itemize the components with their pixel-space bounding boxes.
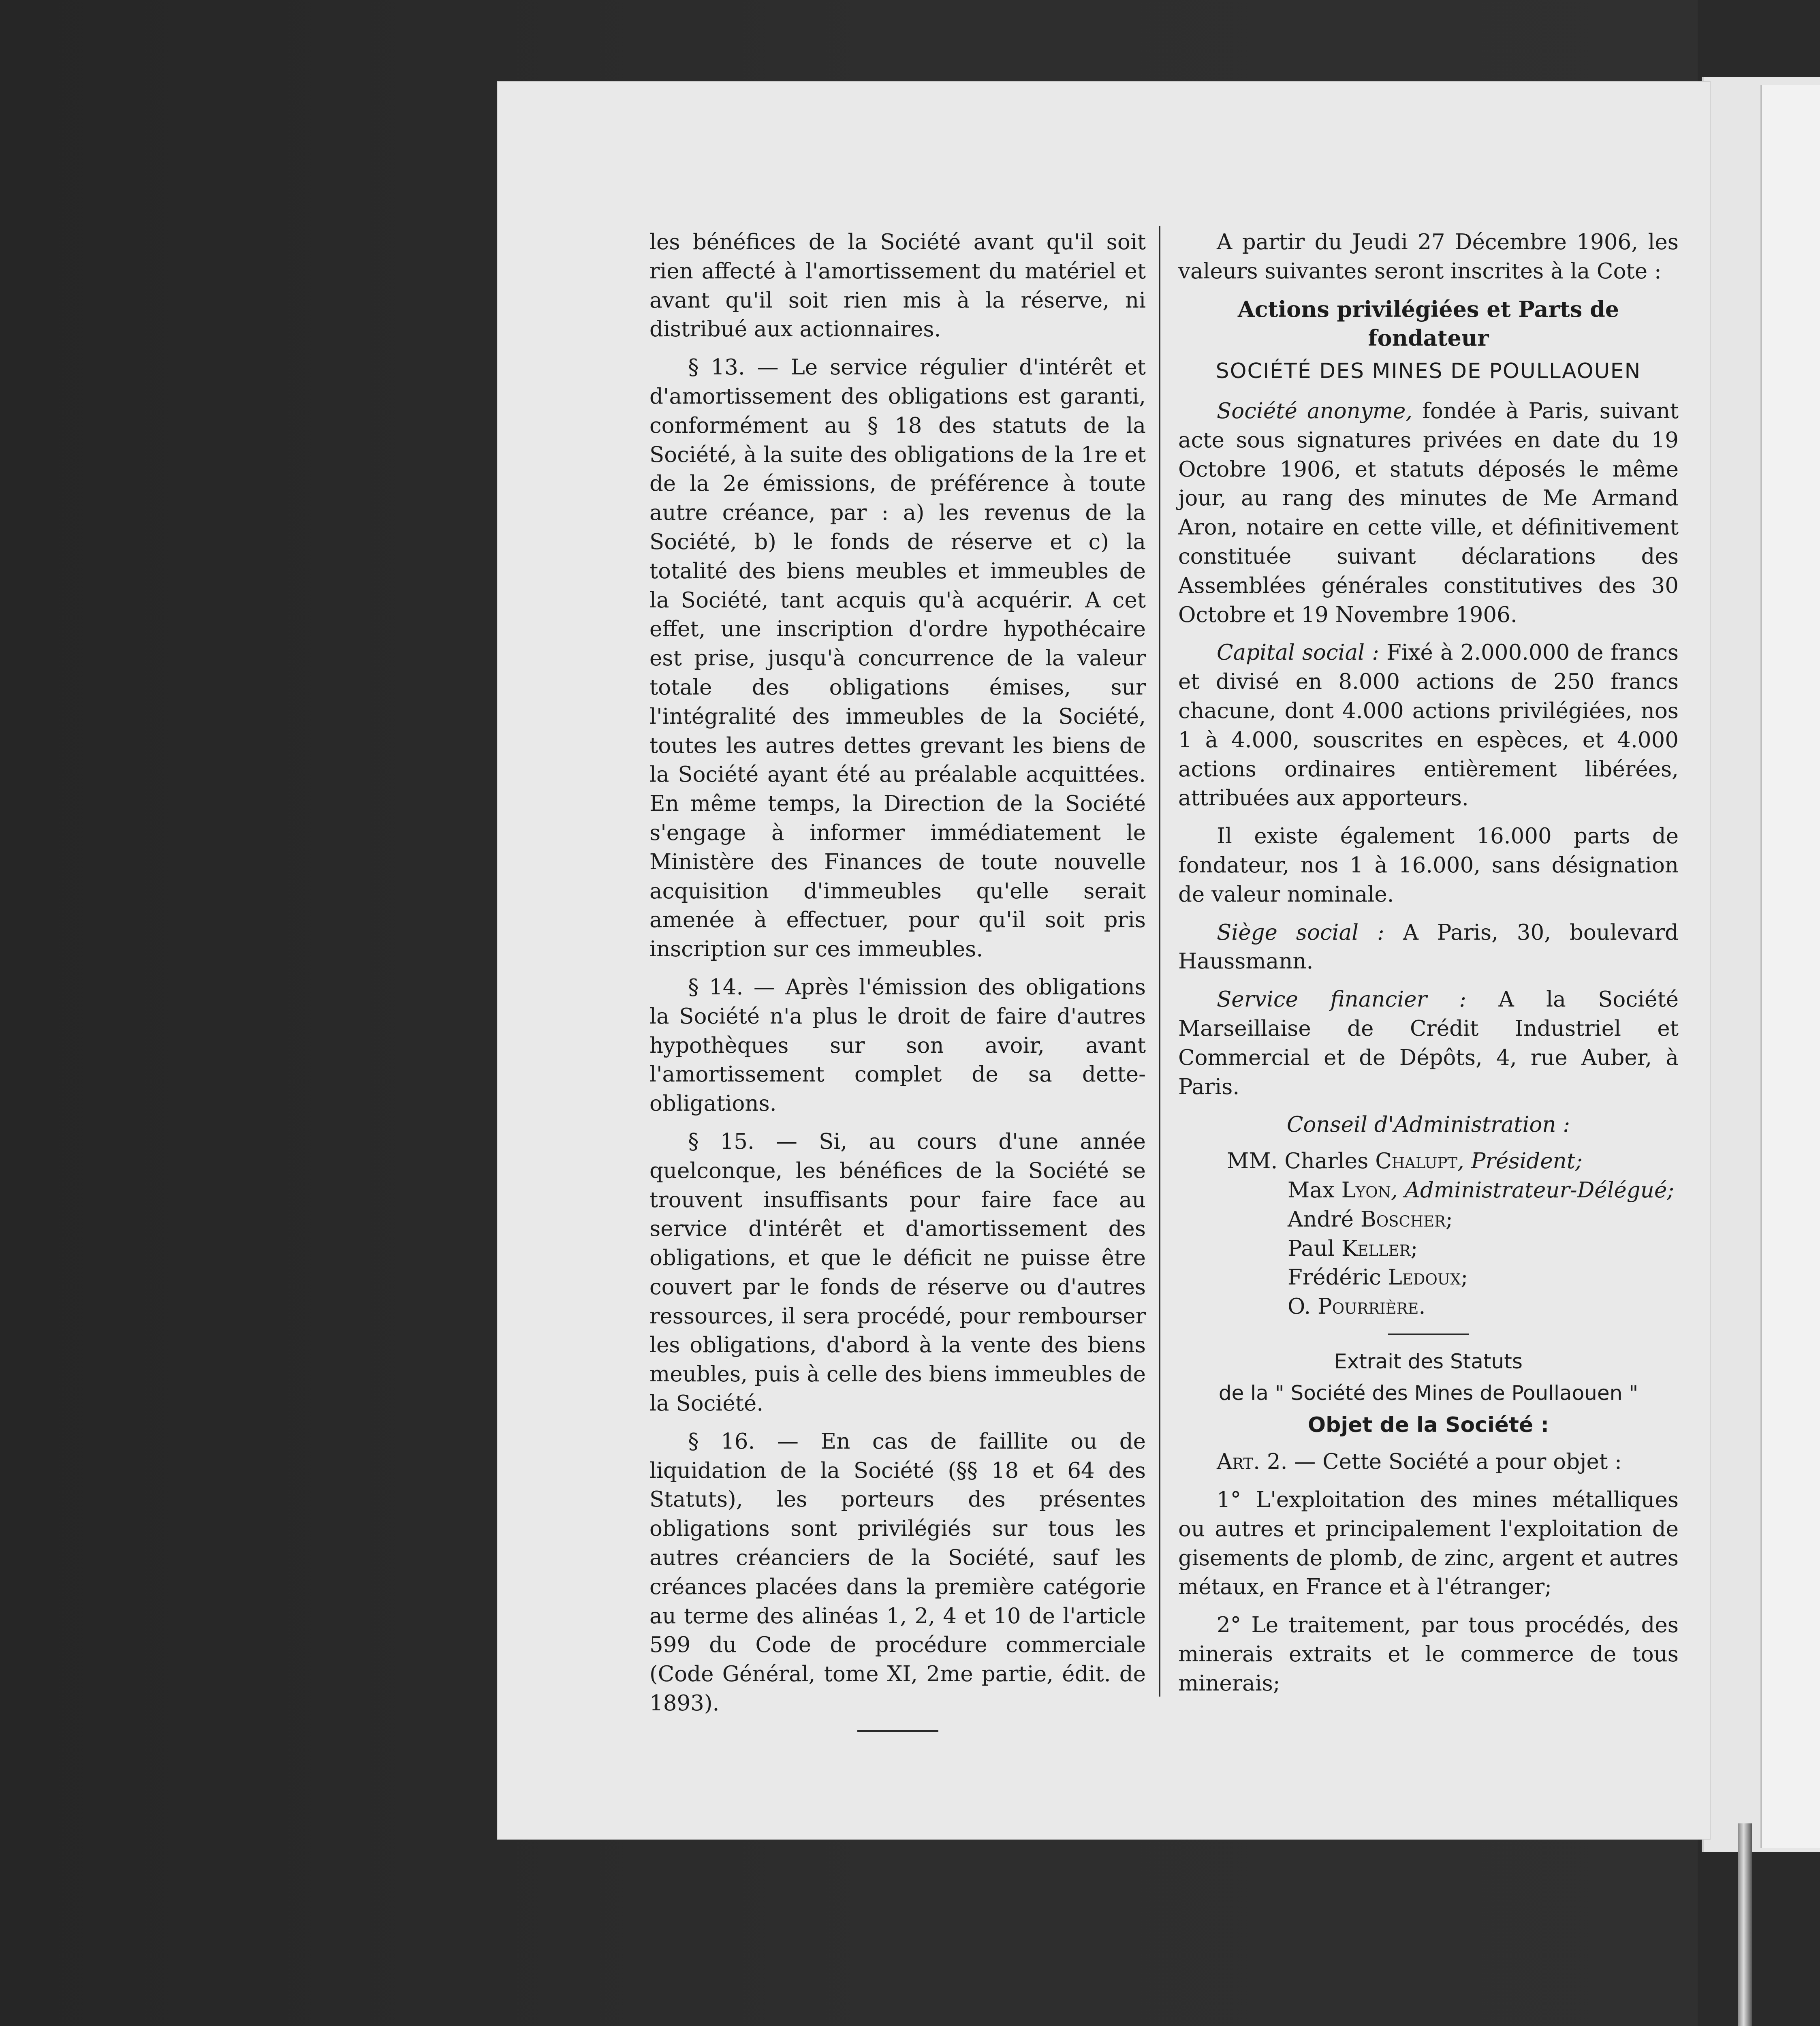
- text-siege: A Paris, 30, boulevard Haussmann.: [1178, 920, 1679, 974]
- conseil-title: Conseil d'Administration :: [1286, 1112, 1570, 1137]
- paragraph-section-16: § 16. — En cas de faillite ou de liquidation de la Société (§§ 18 et 64 des Statuts), les porteurs des présentes obligations sont privilégiés sur tous les autres créanciers de la Société, sauf les créances placées dans la première catégorie au terme des alinéas 1, 2, 4 et 10 de l'article 599 du Code de procédure commerciale (Code Général, tome XI, 2me partie, édit. de 1893).: [649, 1429, 1146, 1716]
- member-boscher: [1288, 1205, 1679, 1234]
- right-column: [1178, 228, 1679, 1707]
- paragraph-service: [1178, 985, 1679, 1101]
- member-pourriere: [1288, 1292, 1679, 1321]
- paragraph-parts: Il existe également 16.000 parts de fondateur, nos 1 à 16.000, sans désignation de valeur nominale.: [1178, 824, 1679, 907]
- intro-paragraph: A partir du Jeudi 27 Décembre 1906, les valeurs suivantes seront inscrites à la Cote :: [1178, 230, 1679, 284]
- text-societe-anonyme: fondée à Paris, suivant acte sous signatures privées en date du 19 Octobre 1906, et statuts déposés le même jour, au rang des minutes de Me Armand Aron, notaire en cette ville, et définitivement constituée suivant déclarations des Assemblées générales constitutives des 30 Octobre et 19 Novembre 1906.: [1178, 398, 1679, 627]
- member-name: Chalupt: [1375, 1149, 1458, 1174]
- paragraph-section-13: § 13. — Le service régulier d'intérêt et d'amortissement des obligations est garanti, conformément au § 18 des statuts de la Société, à la suite des obligations de la 1re et de la 2e émissions, de préférence à toute autre créance, par : a) les revenus de la Société, b) le fonds de réserve et c) la totalité des biens meubles et immeubles de la Société, tant acquis qu'à acquérir. A cet effet, une inscription d'ordre hypothécaire est prise, jusqu'à concurrence de la valeur totale des obligations émises, sur l'intégralité des immeubles de la Société, toutes les autres dettes grevant les biens de la Société ayant été au préalable acquittées. En même temps, la Direction de la Société s'engage à informer immédiatement le Ministère des Finances de toute nouvelle acquisition d'immeubles qu'elle serait amenée à effectuer, pour qu'il soit pris inscription sur ces immeubles.: [649, 355, 1146, 962]
- member-name: Pourrière: [1318, 1294, 1419, 1319]
- member-prefix: O.: [1288, 1294, 1318, 1319]
- member-role: ;: [1461, 1265, 1468, 1290]
- paragraph-benefices: les bénéfices de la Société avant qu'il soit rien affecté à l'amortissement du matériel et avant qu'il soit rien mis à la réserve, ni distribué aux actionnaires.: [649, 230, 1146, 342]
- member-role: , Administrateur-Délégué;: [1391, 1178, 1675, 1203]
- member-prefix: Frédéric: [1288, 1265, 1388, 1290]
- document-page: [498, 82, 1710, 1839]
- paragraph-siege: [1178, 918, 1679, 977]
- extrait-title: Extrait des Statuts: [1334, 1349, 1523, 1373]
- binding-strip: [1738, 1823, 1752, 2026]
- label-service: Service financier :: [1217, 987, 1467, 1012]
- paragraph-objet-1: 1° L'exploitation des mines métalliques ou autres et principalement l'exploitation de gisements de plomb, de zinc, argent et autres métaux, en France et à l'étranger;: [1178, 1487, 1679, 1600]
- text-service: A la Société Marseillaise de Crédit Industriel et Commercial et de Dépôts, 4, rue Auber, à Paris.: [1178, 987, 1679, 1099]
- company-name: SOCIÉTÉ DES MINES DE POULLAOUEN: [1215, 359, 1641, 384]
- member-prefix: Max: [1288, 1178, 1342, 1203]
- member-name: Keller: [1341, 1236, 1411, 1261]
- member-role: .: [1418, 1294, 1426, 1319]
- member-prefix: André: [1288, 1207, 1361, 1232]
- member-chalupt: [1227, 1147, 1679, 1176]
- member-role: ;: [1410, 1236, 1418, 1261]
- left-column: [649, 228, 1146, 1744]
- section-heading: Actions privilégiées et Parts de fondateur: [1237, 296, 1619, 351]
- member-name: Boscher: [1360, 1207, 1446, 1232]
- end-rule: [857, 1730, 938, 1732]
- paragraph-objet-2: 2° Le traitement, par tous procédés, des minerais extraits et le commerce de tous minerais;: [1178, 1613, 1679, 1696]
- members-list: [1178, 1147, 1679, 1321]
- section-rule: [1388, 1334, 1469, 1335]
- member-lyon: [1288, 1176, 1679, 1205]
- member-prefix: Paul: [1288, 1236, 1342, 1261]
- member-keller: [1288, 1234, 1679, 1263]
- paragraph-societe-anonyme: [1178, 397, 1679, 629]
- member-role: , Président;: [1457, 1149, 1583, 1174]
- label-capital: Capital social :: [1217, 640, 1379, 665]
- member-name: Lyon: [1341, 1178, 1391, 1203]
- label-societe-anonyme: Société anonyme,: [1217, 398, 1413, 423]
- paragraph-art2: [1178, 1447, 1679, 1477]
- member-ledoux: [1288, 1263, 1679, 1292]
- objet-title: Objet de la Société :: [1307, 1413, 1549, 1438]
- next-page-sheet: [1760, 85, 1820, 1848]
- column-divider: [1159, 226, 1160, 1697]
- paragraph-capital: [1178, 638, 1679, 813]
- paragraph-section-14: § 14. — Après l'émission des obligations la Société n'a plus le droit de faire d'autres hypothèques sur son avoir, avant l'amortissement complet de sa dette-obligations.: [649, 975, 1146, 1116]
- member-role: ;: [1445, 1207, 1453, 1232]
- text-capital: Fixé à 2.000.000 de francs et divisé en 8.000 actions de 250 francs chacune, dont 4.000 actions privilégiées, nos 1 à 4.000, souscrites en espèces, et 4.000 actions ordinaires entièrement libérées, attribuées aux apporteurs.: [1178, 640, 1679, 811]
- member-name: Ledoux: [1388, 1265, 1461, 1290]
- member-prefix: MM. Charles: [1227, 1149, 1376, 1174]
- label-art2: Art. 2.: [1217, 1449, 1288, 1475]
- text-art2: — Cette Société a pour objet :: [1287, 1449, 1622, 1475]
- paragraph-section-15: § 15. — Si, au cours d'une année quelconque, les bénéfices de la Société se trouvent insuffisants pour faire face au service d'intérêt et d'amortissement des obligations, et que le déficit ne puisse être couvert par le fonds de réserve ou d'autres ressources, il sera procédé, pour rembourser les obligations, d'abord à la vente des biens meubles, puis à celle des biens immeubles de la Société.: [649, 1129, 1146, 1416]
- extrait-subtitle: de la " Société des Mines de Poullaouen ": [1218, 1381, 1638, 1405]
- label-siege: Siège social :: [1217, 920, 1384, 945]
